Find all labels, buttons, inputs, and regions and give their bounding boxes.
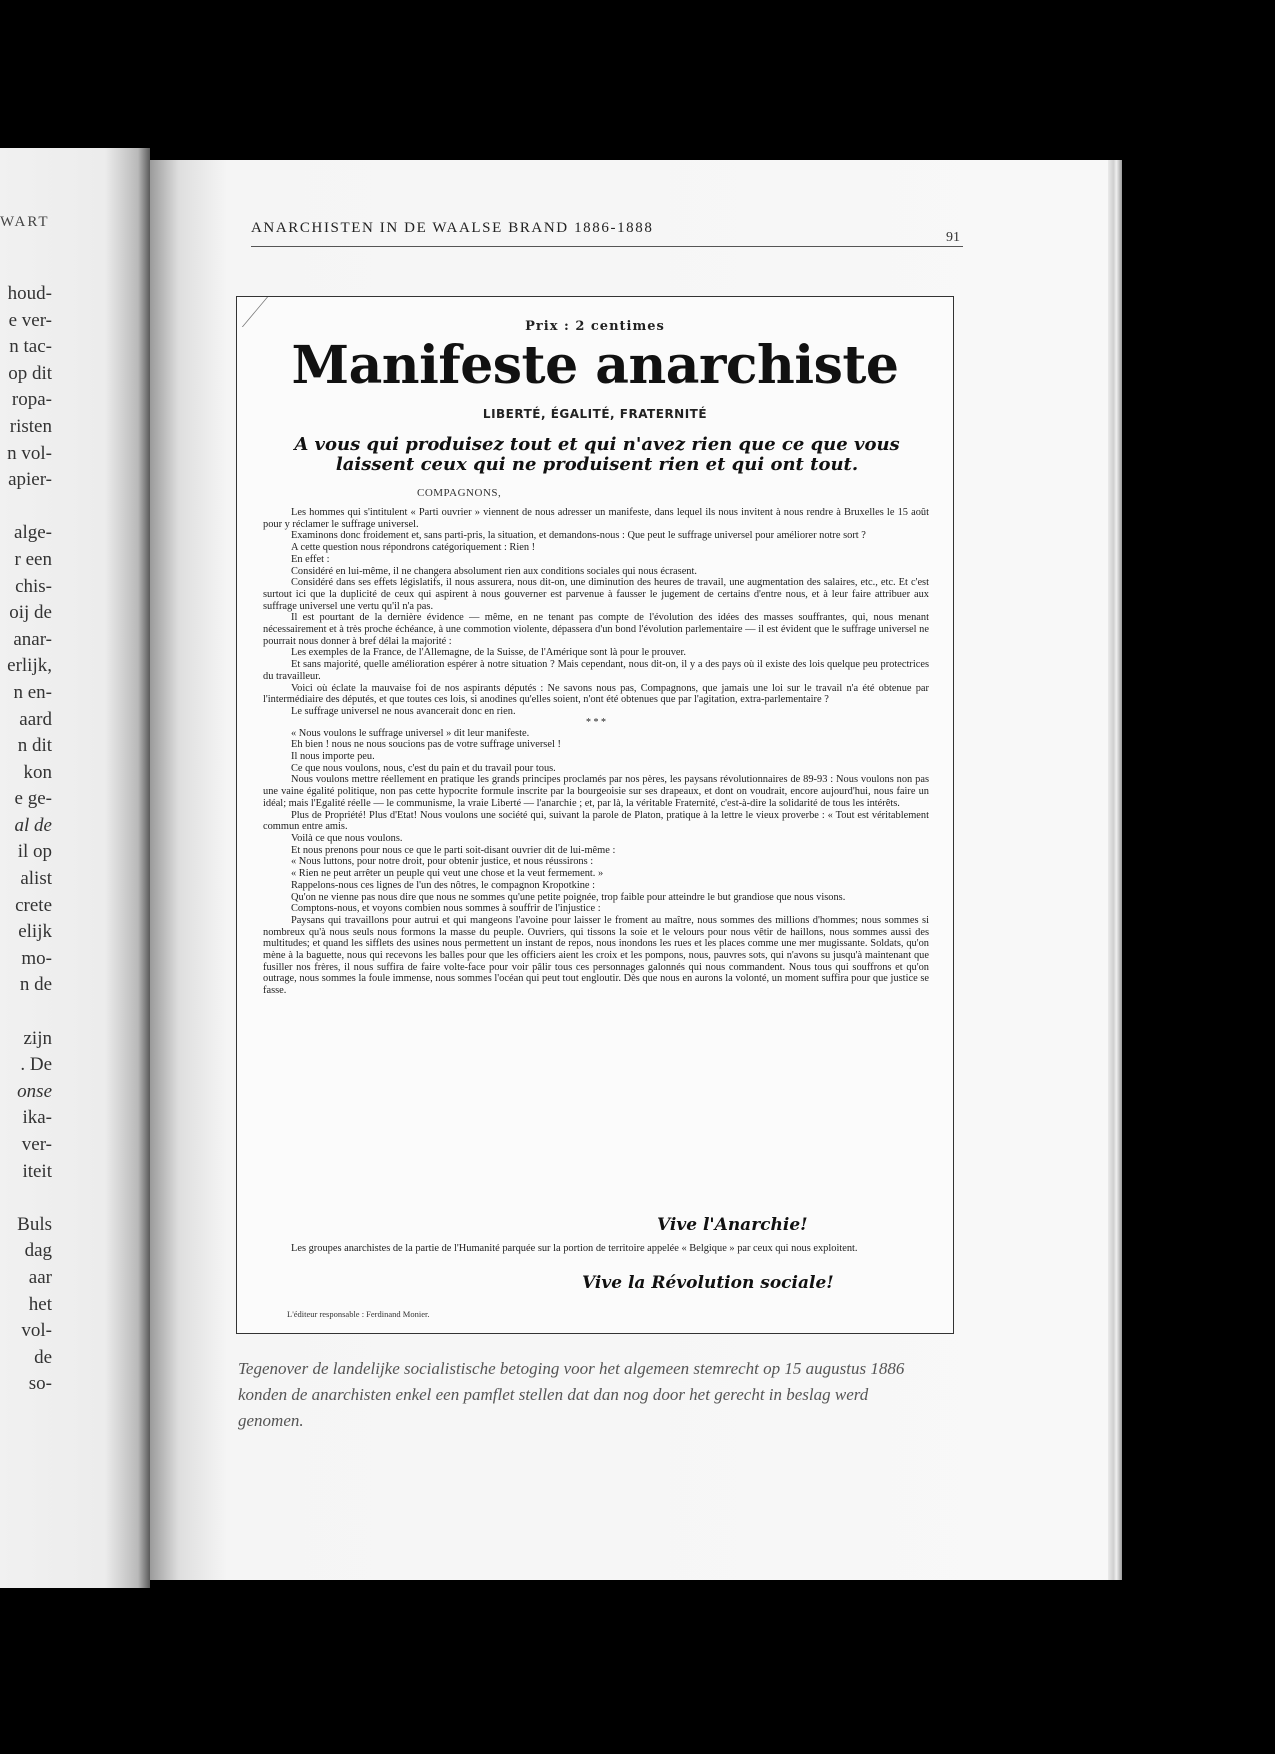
- pamphlet-paragraph: Considéré dans ses effets législatifs, il nous assurera, nous dit-on, une diminution des heures de travail, une augmentation des salaires, etc., etc. Et c'est surtout ici que la duplicité de ceux qui aspirent à nous gouverner est parvenue à fausser le jugement de certains d'entre nous, et à leur faire attribuer aux suffrage universel une vertu qu'il n'a pas.: [263, 577, 929, 612]
- left-page-line: r een: [14, 548, 52, 570]
- pamphlet-tagline: A vous qui produisez tout et qui n'avez rien que ce que vous laissent ceux qui ne produisent rien et qui ont tout.: [294, 434, 900, 475]
- section-stars: * * *: [586, 716, 606, 728]
- running-head: ANARCHISTEN IN DE WAALSE BRAND 1886-1888: [251, 220, 654, 236]
- left-page-line: n vol-: [7, 442, 52, 464]
- pamphlet-paragraph: Les hommes qui s'intitulent « Parti ouvrier » viennent de nous adresser un manifeste, dans lequel ils nous invitent à nous rendre à Bruxelles le 15 août pour y réclamer le suffrage universel.: [263, 507, 929, 530]
- pamphlet-signatories: Les groupes anarchistes de la partie de l'Humanité parquée sur la portion de territoire appelée « Belgique » par ceux qui nous exploitent.: [291, 1243, 858, 1254]
- left-page-line: vol-: [21, 1320, 52, 1342]
- left-running-head: WART: [0, 214, 50, 230]
- left-page-line: zijn: [23, 1027, 52, 1049]
- left-page-line: mo-: [21, 947, 52, 969]
- left-page-line: elijk: [18, 921, 52, 943]
- left-page-line: onse: [17, 1080, 52, 1102]
- left-page-line: dag: [24, 1240, 52, 1262]
- pamphlet-paragraph: « Nous voulons le suffrage universel » dit leur manifeste.: [291, 727, 530, 739]
- left-page-line: crete: [15, 894, 52, 916]
- left-page-line: aar: [28, 1266, 52, 1288]
- left-page-line: oij de: [9, 602, 52, 624]
- pamphlet-paragraph: Le suffrage universel ne nous avancerait donc en rien.: [291, 705, 516, 717]
- left-page-line: ropa-: [11, 389, 52, 411]
- pamphlet-paragraph: Les exemples de la France, de l'Allemagne, de la Suisse, de l'Amérique sont là pour le prouver.: [291, 647, 687, 659]
- left-page-line: kon: [23, 761, 52, 783]
- left-page-line: e ver-: [8, 309, 52, 331]
- left-page-line: ika-: [22, 1107, 52, 1129]
- left-page-line: houd-: [7, 283, 52, 304]
- pamphlet-title: Manifeste anarchiste: [291, 335, 899, 396]
- left-page-line: so-: [28, 1373, 52, 1395]
- pamphlet-paragraph: Et sans majorité, quelle amélioration espérer à notre situation ? Mais cependant, nous dit-on, il y a des pays où il existe des lois quelque peu protectrices du travailleur.: [263, 659, 929, 682]
- pamphlet-paragraph: Plus de Propriété! Plus d'Etat! Nous voulons une société qui, suivant la parole de Platon, pratique à la lettre le vieux proverbe : « Tout est véritablement commun entre amis.: [263, 809, 929, 833]
- left-page-line: n en-: [13, 681, 52, 703]
- left-page: [0, 148, 150, 1588]
- pamphlet-salutation: COMPAGNONS,: [417, 487, 502, 499]
- pamphlet-paragraph: Il nous importe peu.: [291, 751, 375, 763]
- pamphlet-paragraph: A cette question nous répondrons catégoriquement : Rien !: [291, 542, 536, 554]
- vive-anarchie: Vive l'Anarchie!: [657, 1215, 808, 1235]
- left-page-line: anar-: [13, 628, 52, 650]
- pamphlet-paragraph: « Rien ne peut arrêter un peuple qui veut une chose et la veut fermement. »: [291, 868, 604, 880]
- pamphlet-paragraph: Comptons-nous, et voyons combien nous sommes à souffrir de l'injustice :: [291, 903, 601, 915]
- left-page-line: al de: [14, 814, 52, 836]
- pamphlet-paragraph: « Nous luttons, pour notre droit, pour obtenir justice, et nous réussirons :: [291, 856, 594, 868]
- left-page-line: ver-: [21, 1134, 52, 1155]
- left-page-text: [0, 283, 60, 1400]
- left-page-line: il op: [17, 841, 52, 863]
- left-page-line: e ge-: [14, 788, 52, 810]
- left-page-line: alge-: [14, 522, 52, 544]
- header-rule: [251, 246, 963, 247]
- left-page-line: het: [28, 1293, 52, 1315]
- pamphlet-paragraph: Ce que nous voulons, nous, c'est du pain et du travail pour tous.: [291, 762, 556, 774]
- left-page-line: risten: [9, 415, 52, 437]
- pamphlet-paragraph: Voici où éclate la mauvaise foi de nos aspirants députés : Ne savons nous pas, Compagnons, que jamais une loi sur le travail n'a été obtenue par l'intermédiaire des députés, et que toutes ces lois, si anodines qu'elles soient, n'ont été obtenues que par l'agitation, extra-parlementaire ?: [263, 682, 929, 706]
- left-page-line: [0, 1187, 52, 1214]
- pamphlet-paragraph: Rappelons-nous ces lignes de l'un des nôtres, le compagnon Kropotkine :: [291, 879, 596, 891]
- left-page-line: erlijk,: [7, 655, 52, 677]
- left-page-line: de: [34, 1346, 52, 1368]
- pamphlet-paragraph: Paysans qui travaillons pour autrui et qui mangeons l'avoine pour laisser le froment au maître, nous sommes des millions d'hommes; nous sommes si nombreux qu'à nous seuls nous formons la masse du peuple. Ouvriers, qui tissons la soie et le velours pour nous vêtir de haillons, nous sommes aussi des multitudes; et quand les sifflets des usines nous permettent un instant de repos, nous inondons les rues et les places comme une mer mugissante. Soldats, qu'on mène à la baguette, nous qui recevons les balles pour que les officiers aient les croix et les pompons, nous, pauvres sots, qui n'avons su jusqu'à maintenant que fusiller nos frères, il nous suffira de faire volte-face pour voir pâlir tous ces personnages galonnés qui nous commandent. Nous tous qui souffrons et qu'on outrage, nous sommes la foule immense, nous sommes l'océan qui peut tout engloutir. Dès que nous en aurons la volonté, un moment suffira pour que justice se fasse.: [263, 914, 929, 997]
- manifesto-pamphlet: [236, 296, 954, 1334]
- pamphlet-paragraph: Nous voulons mettre réellement en pratique les grands principes proclamés par nos pères, les paysans révolutionnaires de 89-93 : Nous voulons non pas une vaine égalité politique, non pas cette hypocrite formule inscrite par la bourgeoisie sur ses drapeaux, et dont on voudrait, encore aujourd'hui, nous faire un idéal; mais l'Egalité réelle — le communisme, la vraie Liberté — l'anarchie ; et, par là, la véritable Fraternité, c'est-à-dire la solidarité de tous les intérêts.: [263, 774, 929, 809]
- left-page-line: alist: [20, 868, 52, 890]
- pamphlet-paragraph: Voilà ce que nous voulons.: [291, 832, 403, 844]
- left-page-line: chis-: [15, 575, 52, 597]
- left-page-line: iteit: [22, 1160, 52, 1182]
- figure-caption: Tegenover de landelijke socialistische betoging voor het algemeen stemrecht op 15 augustus 1886 konden de anarchisten enkel een pamflet stellen dat dan nog door het gerecht in beslag werd genomen.: [238, 1359, 905, 1430]
- left-page-line: [0, 496, 52, 523]
- pamphlet-paragraph: En effet :: [291, 553, 330, 565]
- left-page-line: [0, 1001, 52, 1028]
- page-number: 91: [946, 230, 960, 245]
- pamphlet-paragraph: Considéré en lui-même, il ne changera absolument rien aux conditions sociales qui nous écrasent.: [291, 565, 697, 577]
- left-page-line: n tac-: [9, 336, 52, 358]
- page-edge: [1108, 160, 1122, 1580]
- pamphlet-price: Prix : 2 centimes: [525, 319, 665, 334]
- left-page-line: . De: [20, 1054, 52, 1076]
- pamphlet-motto: LIBERTÉ, ÉGALITÉ, FRATERNITÉ: [482, 407, 708, 421]
- pamphlet-paragraph: Examinons donc froidement et, sans parti-pris, la situation, et demandons-nous : Que peut le suffrage universel pour améliorer notre sort ?: [291, 530, 866, 542]
- left-page-line: apier-: [8, 469, 52, 491]
- left-page-line: Buls: [17, 1213, 52, 1235]
- pamphlet-paragraph: Qu'on ne vienne pas nous dire que nous ne sommes qu'une petite poignée, trop faible pour atteindre le but grandiose que nous visons.: [291, 891, 846, 903]
- pamphlet-paragraph: Et nous prenons pour nous ce que le parti soit-disant ouvrier dit de lui-même :: [291, 844, 616, 856]
- pamphlet-editor: L'éditeur responsable : Ferdinand Monier.: [287, 1309, 430, 1319]
- left-page-line: op dit: [8, 362, 52, 384]
- vive-revolution: Vive la Révolution sociale!: [582, 1273, 834, 1293]
- pamphlet-body: [263, 507, 929, 997]
- pamphlet-paragraph: Il est pourtant de la dernière évidence — même, en ne tenant pas compte de l'évolution des idées des masses souffrantes, qui, nous menant nécessairement et à très proche échéance, à une commotion violente, dépassera d'un bond l'évolution parlementaire — il est évident que le suffrage universel ne pourrait nous donner à bref délai la majorité :: [263, 612, 929, 647]
- left-page-line: n de: [19, 974, 52, 996]
- left-page-line: aard: [19, 708, 52, 730]
- pamphlet-paragraph: Eh bien ! nous ne nous soucions pas de votre suffrage universel !: [291, 739, 561, 751]
- left-page-line: n dit: [17, 735, 52, 757]
